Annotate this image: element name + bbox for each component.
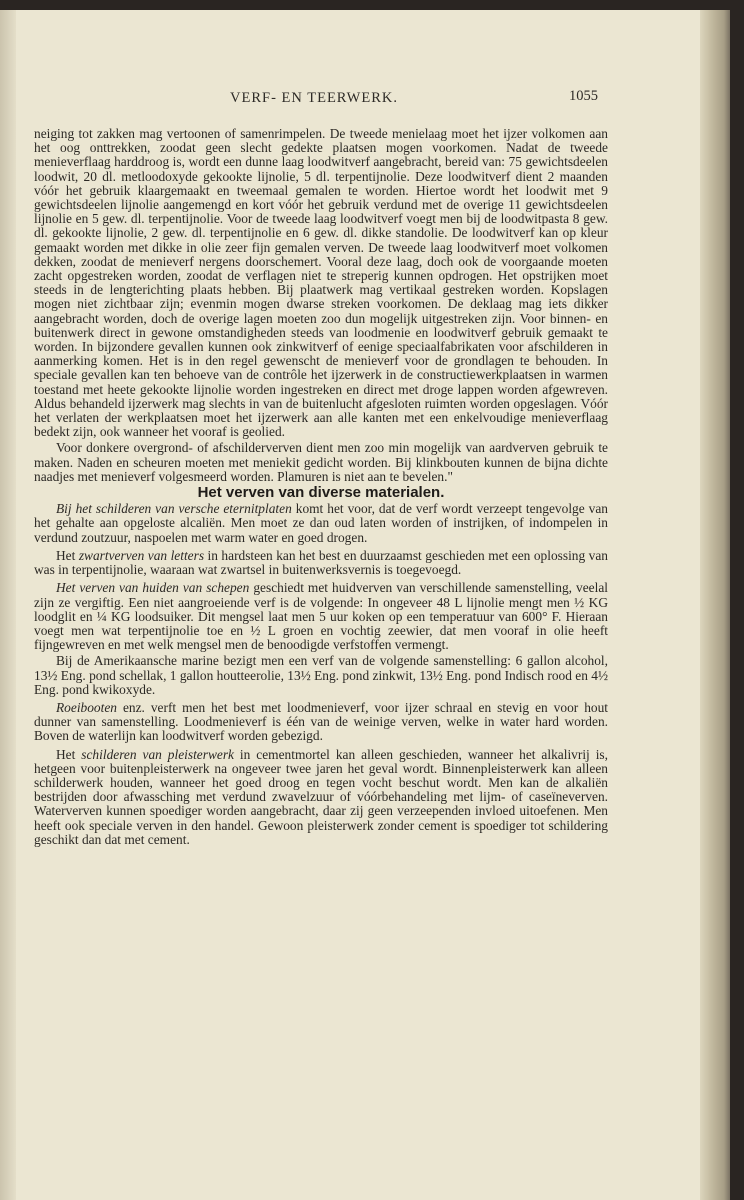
section-heading: Het verven van diverse materialen. [197, 484, 445, 502]
paragraph-prefix: Het [56, 547, 79, 563]
paragraph [34, 701, 608, 744]
page-number: 1055 [569, 88, 598, 104]
paragraph-prefix: Het [56, 746, 82, 762]
paragraph-text: in hardsteen kan het best en duurzaamst geschieden met een oplossing van was in terpentijnolie, waaraan wat zwartsel in buitenwerksvernis is toegevoegd. [34, 547, 608, 578]
paragraph [34, 654, 608, 697]
paragraph-text: enz. verft men het best met loodmenieverf, voor ijzer schraal en stevig en voor hout dunner van samenstelling. Loodmenieverf is één van de weinige verven, welke in water hard worden. Boven de waterlijn kan loodwitverf worden gebezigd. [34, 699, 608, 744]
paragraph-text: komt het voor, dat de verf wordt verzeept tengevolge van het gehalte aan opgeloste alcaliën. Men moet ze dan oud laten worden of instrijken, of indompelen in verdund zoutzuur, naspoelen met warm water en goed drogen. [34, 501, 608, 545]
paragraph: neiging tot zakken mag vertoonen of samenrimpelen. De tweede menielaag moet het ijzer volkomen aan het oog onttrekken, zoodat geen slecht gedekte plaatsen mogen voorkomen. Nadat de tweede menieverflaag harddroog is, wordt een dunne laag loodwitverf aangebracht, bereid van: 75 gewichtsdeelen loodwit, 20 dl. metloodoxyde gekookte lijnolie, 5 dl. terpentijnolie. Deze loodwitverf dient 2 maanden vóór het gebruik klaargemaakt en tweemaal gemalen te worden. Hiertoe wordt het loodwit met 9 gewichtsdeelen lijnolie aangemengd en kort vóór het gebruik verdund met de overige 11 gewichtsdeelen lijnolie en 5 gew. dl. terpentijnolie. Voor de tweede laag loodwitverf voegt men bij de loodwitpasta 8 gew. dl. gekookte lijnolie, 2 gew. dl. terpentijnolie en 6 gew. dl. dikke standolie. De loodwitverf kan op kleur gemaakt worden met dikke in olie zeer fijn gemalen verven. De tweede laag loodwitverf moet volkomen dekken, zoodat de menieverf nergens doorschemert. Vooral deze laag, doch ook de voorgaande moeten zacht opgestreken worden, zoodat de verflagen niet te streperig kunnen opdrogen. Het opstrijken moet steeds in de lengterichting plaats hebben. Bij plaatwerk mag vertikaal gestreken worden. Kopslagen mogen niet zichtbaar zijn; evenmin mogen dwarse streken voorkomen. De deklaag mag iets dikker aangebracht worden, doch de overige lagen moeten zoo dun mogelijk uitgestreken zijn. Voor binnen- en buitenwerk direct in gewone omstandigheden steeds van loodmenie en loodwitverf gebruik gemaakt te worden. In bijzondere gevallen kunnen ook zinkwitverf of eenige speciaalfabrikaten voor afschilderen in aanmerking komen. Het is in den regel gewenscht de menieverf voor de grondlagen te behouden. In speciale gevallen kan ten behoeve van de contrôle het ijzerwerk in de constructiewerkplaatsen in warmen toestand met heete gekookte lijnolie worden ingestreken en direct met droge lappen worden afgewreven. Aldus behandeld ijzerwerk mag slechts in van de buitenlucht afgesloten ruimten worden opgeslagen. Vóór het verlaten der werkplaatsen moet het ijzerwerk aan alle kanten met een enkelvoudige menieverflaag bedekt zijn, ook wanneer het vooraf is geolied. [34, 126, 608, 440]
binding-shadow [0, 10, 16, 1200]
italic-term: Roeibooten [56, 699, 117, 715]
italic-term: schilderen van pleisterwerk [81, 746, 234, 762]
paragraph-text: geschiedt met huidverven van verschillende samenstelling, veelal zijn ze vergiftig. Een niet aangroeiende verf is de volgende: In ongeveer 48 L lijnolie mengt men ½ KG loodglit en ¼ KG loodsuiker. Dit mengsel laat men 5 uur koken op een temperatuur van 600° F. Hieraan voegt men wat terpentijnolie toe en ½ L groen en vochtig zeewier, dat men vooraf in olie heeft fijngewreven en met welk mengsel men de benoodigde verfstoffen vermengt. [34, 580, 608, 653]
page-header [30, 90, 598, 112]
paragraph [34, 581, 608, 652]
body-text [34, 127, 608, 847]
paragraph [34, 748, 608, 847]
italic-term: Bij het schilderen van versche eternitplaten [56, 501, 292, 517]
italic-term: zwartverven van letters [78, 547, 205, 563]
italic-term: Het verven van huiden van schepen [56, 580, 250, 596]
paragraph-text: Bij de Amerikaansche marine bezigt men een verf van de volgende samenstelling: 6 gallon alcohol, 13½ Eng. pond schellak, 1 gallon houtteerolie, 13½ Eng. pond zinkwit, 13½ Eng. pond Indisch rood en 4½ Eng. pond kwikoxyde. [34, 653, 608, 697]
page-edge [700, 10, 730, 1200]
book-page [0, 10, 700, 1200]
paragraph: Voor donkere overgrond- of afschilderverven dient men zoo min mogelijk van aardverven gebruik te maken. Naden en scheuren moeten met meniekit gedicht worden. Bij klinkbouten kunnen de bijna dichte naadjes met menieverf volgesmeerd worden. Plamuren is niet aan te bevelen." [34, 440, 608, 484]
paragraph [34, 502, 608, 545]
paragraph-text: in cementmortel kan alleen geschieden, wanneer het alkalivrij is, hetgeen voor buitenpleisterwerk na ongeveer twee jaren het geval wordt. Binnenpleisterwerk kan alleen schilderwerk houden, wanneer het goed droog en tegen vocht beschut wordt. Men kan de alkaliën bestrijden door afwassching met verdund zwavelzuur of vóórbehandeling met lijm- of caseïneverven. Waterverven kunnen spoediger worden aangebracht, daar zij geen verzeependen invloed uitoefenen. Men heeft ook speciale verven in den handel. Gewoon pleisterwerk zonder cement is spoediger tot schildering geschikt dan dat met cement. [34, 746, 608, 847]
running-title: VERF- EN TEERWERK. [230, 90, 398, 106]
paragraph [34, 549, 608, 577]
